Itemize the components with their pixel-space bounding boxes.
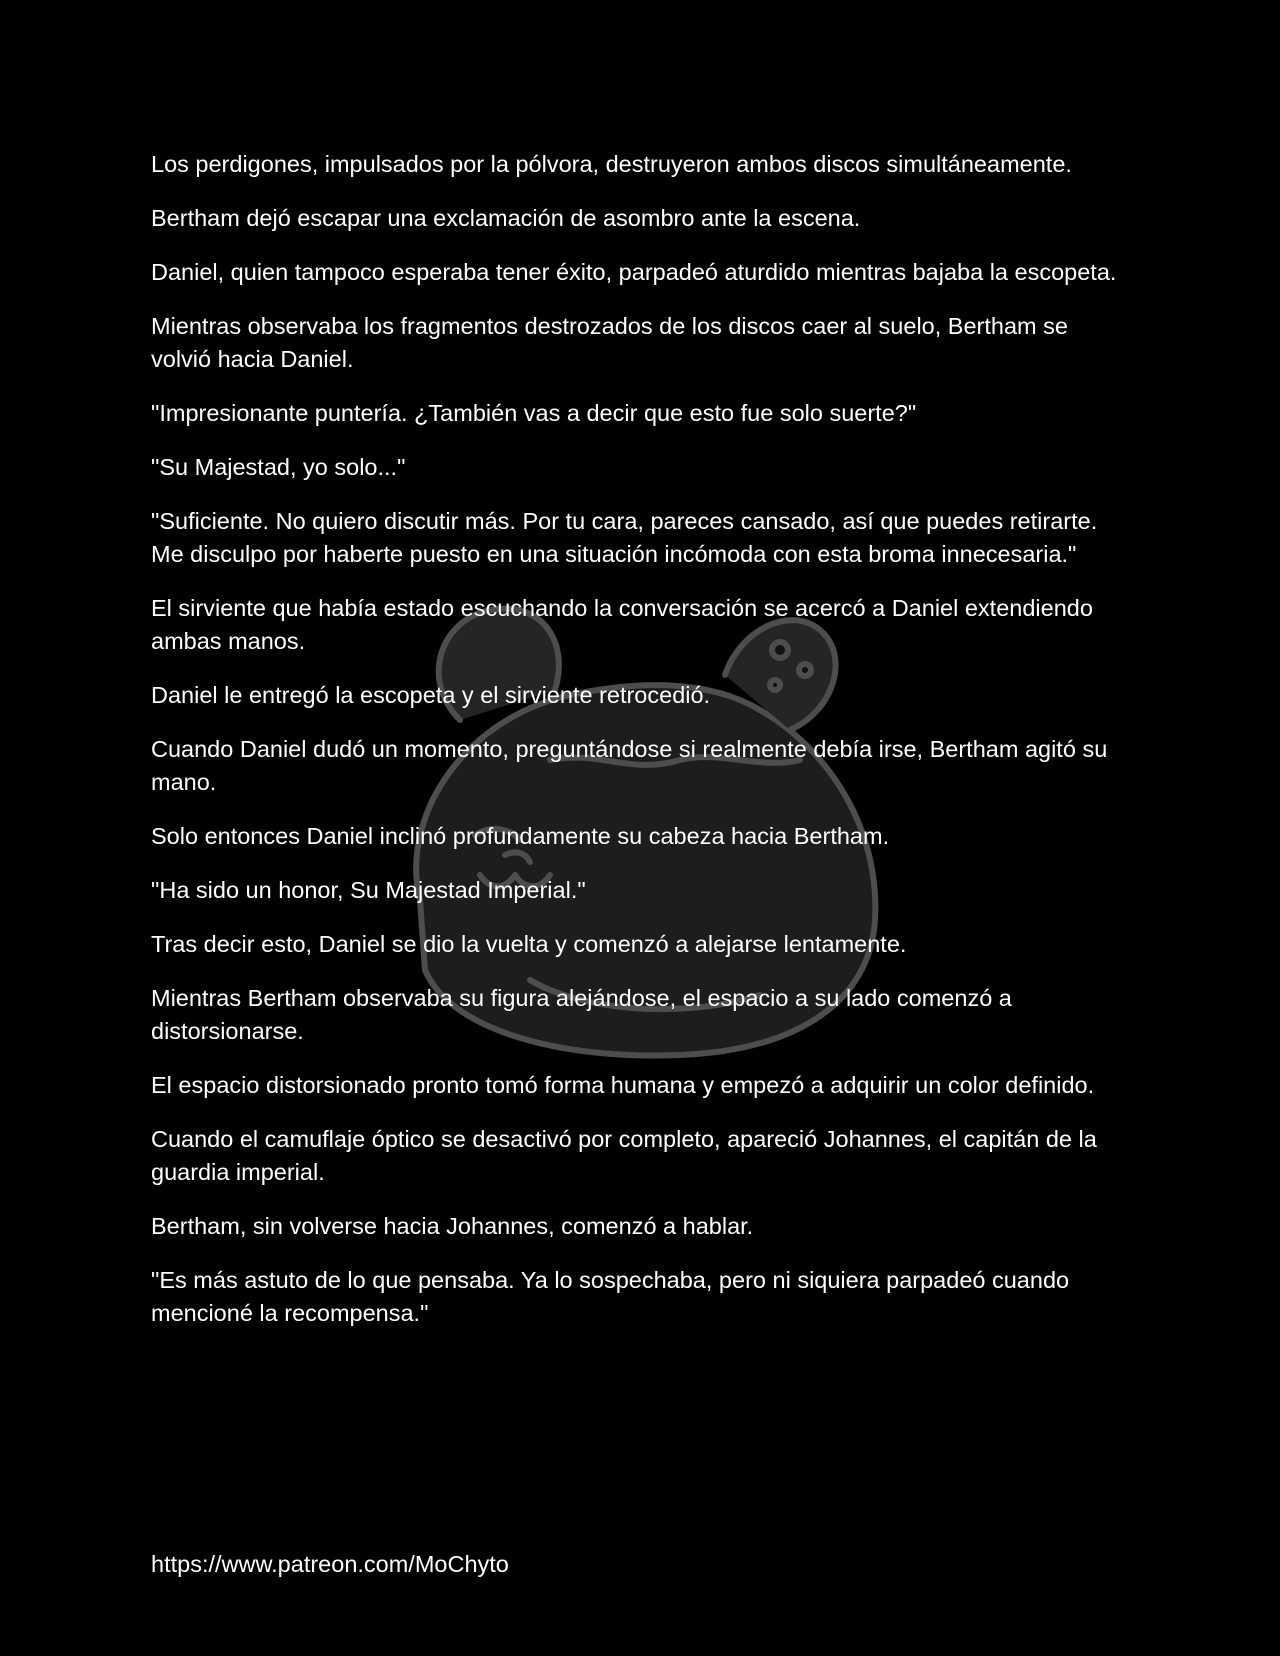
- paragraph: "Es más astuto de lo que pensaba. Ya lo sospechaba, pero ni siquiera parpadeó cuando mencioné la recompensa.": [151, 1267, 1070, 1326]
- paragraph: Los perdigones, impulsados por la pólvora, destruyeron ambos discos simultáneamente.: [151, 151, 1072, 177]
- paragraph: Mientras observaba los fragmentos destrozados de los discos caer al suelo, Bertham se volvió hacia Daniel.: [151, 313, 1068, 372]
- paragraph: "Ha sido un honor, Su Majestad Imperial.": [151, 877, 586, 903]
- paragraph: "Su Majestad, yo solo...": [151, 454, 406, 480]
- paragraph: El sirviente que había estado escuchando la conversación se acercó a Daniel extendiendo ambas manos.: [151, 595, 1093, 654]
- paragraph: "Impresionante puntería. ¿También vas a decir que esto fue solo suerte?": [151, 400, 917, 426]
- paragraph: Solo entonces Daniel inclinó profundamente su cabeza hacia Bertham.: [151, 823, 890, 849]
- paragraph: Mientras Bertham observaba su figura alejándose, el espacio a su lado comenzó a distorsionarse.: [151, 985, 1012, 1044]
- patreon-link[interactable]: https://www.patreon.com/MoChyto: [151, 1551, 509, 1577]
- story-text: [151, 148, 1126, 1351]
- paragraph: Daniel le entregó la escopeta y el sirviente retrocedió.: [151, 682, 711, 708]
- paragraph: "Suficiente. No quiero discutir más. Por tu cara, pareces cansado, así que puedes retirarte. Me disculpo por haberte puesto en una situación incómoda con esta broma innecesaria.": [151, 508, 1098, 567]
- paragraph: Cuando el camuflaje óptico se desactivó por completo, apareció Johannes, el capitán de la guardia imperial.: [151, 1126, 1097, 1185]
- paragraph: El espacio distorsionado pronto tomó forma humana y empezó a adquirir un color definido.: [151, 1072, 1095, 1098]
- paragraph: Bertham, sin volverse hacia Johannes, comenzó a hablar.: [151, 1213, 754, 1239]
- paragraph: Tras decir esto, Daniel se dio la vuelta y comenzó a alejarse lentamente.: [151, 931, 907, 957]
- paragraph: Daniel, quien tampoco esperaba tener éxito, parpadeó aturdido mientras bajaba la escopeta.: [151, 259, 1117, 285]
- paragraph: Bertham dejó escapar una exclamación de asombro ante la escena.: [151, 205, 861, 231]
- paragraph: Cuando Daniel dudó un momento, preguntándose si realmente debía irse, Bertham agitó su mano.: [151, 736, 1108, 795]
